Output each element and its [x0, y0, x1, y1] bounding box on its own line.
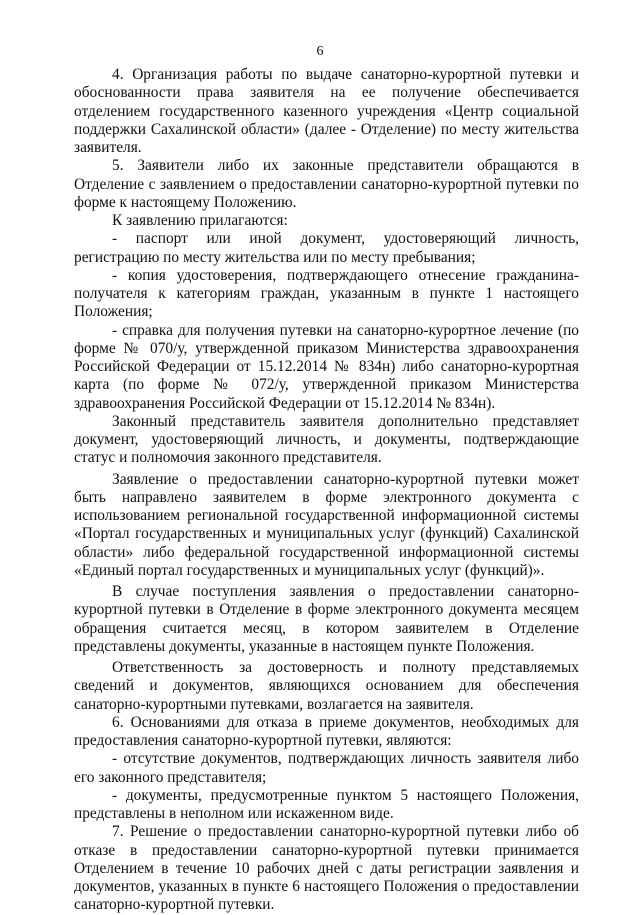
document-body	[74, 66, 579, 915]
paragraph-item-5: 5. Заявители либо их законные представители обращаются в Отделение с заявлением о предоставлении санаторно-курортной путевки по форме к настоящему Положению.	[74, 157, 579, 211]
attachment-medical-certificate: - справка для получения путевки на санаторно-курортное лечение (по форме № 070/у, утвержденной приказом Министерства здравоохранения Российской Федерации от 15.12.2014 № 834н) либо санаторно-курортная карта (по форме № 072/у, утвержденной приказом Министерства здравоохранения Российской Федерации от 15.12.2014 № 834н).	[74, 321, 579, 412]
paragraph-item-6: 6. Основаниями для отказа в приеме документов, необходимых для предоставления санаторно-курортной путевки, являются:	[74, 713, 579, 749]
refusal-reason-identity: - отсутствие документов, подтверждающих личность заявителя либо его законного представителя;	[74, 750, 579, 786]
attachment-passport: - паспорт или иной документ, удостоверяющий личность, регистрацию по месту жительства или по месту пребывания;	[74, 230, 579, 266]
legal-representative-paragraph: Законный представитель заявителя дополнительно представляет документ, удостоверяющий личность, и документы, подтверждающие статус и полномочия законного представителя.	[74, 412, 579, 467]
paragraph-item-7: 7. Решение о предоставлении санаторно-курортной путевки либо об отказе в предоставлении санаторно-курортной путевки принимается Отделением в течение 10 рабочих дней с даты регистрации заявления и документов, указанных в пункте 6 настоящего Положения о предоставлении санаторно-курортной путевки.	[74, 823, 579, 914]
attachments-intro: К заявлению прилагаются:	[112, 212, 288, 229]
electronic-month-paragraph: В случае поступления заявления о предоставлении санаторно-курортной путевки в Отделение в форме электронного документа месяцем обращения считается месяц, в котором заявителем в Отделение представлены документы, указанные в настоящем пункте Положения.	[74, 583, 579, 655]
electronic-application-paragraph: Заявление о предоставлении санаторно-курортной путевки может быть направлено заявителем в форме электронного документа с использованием региональной государственной информационной системы «Портал государственных и муниципальных услуг (функций) Сахалинской области» либо федеральной государственной информационной системы «Единый портал государственных и муниципальных услуг (функций)».	[74, 470, 579, 579]
attachment-certificate-copy: - копия удостоверения, подтверждающего отнесение гражданина-получателя к категориям граждан, указанным в пункте 1 настоящего Положения;	[74, 266, 579, 321]
page-number: 6	[316, 44, 324, 59]
responsibility-paragraph: Ответственность за достоверность и полноту представляемых сведений и документов, являющихся основанием для обеспечения санаторно-курортными путевками, возлагается на заявителя.	[74, 659, 579, 713]
refusal-reason-incomplete: - документы, предусмотренные пунктом 5 настоящего Положения, представлены в неполном или искаженном виде.	[74, 786, 579, 822]
paragraph-item-4: 4. Организация работы по выдаче санаторно-курортной путевки и обоснованности права заявителя на ее получение обеспечивается отделением государственного казенного учреждения «Центр социальной поддержки Сахалинской области» (далее - Отделение) по месту жительства заявителя.	[74, 66, 579, 156]
